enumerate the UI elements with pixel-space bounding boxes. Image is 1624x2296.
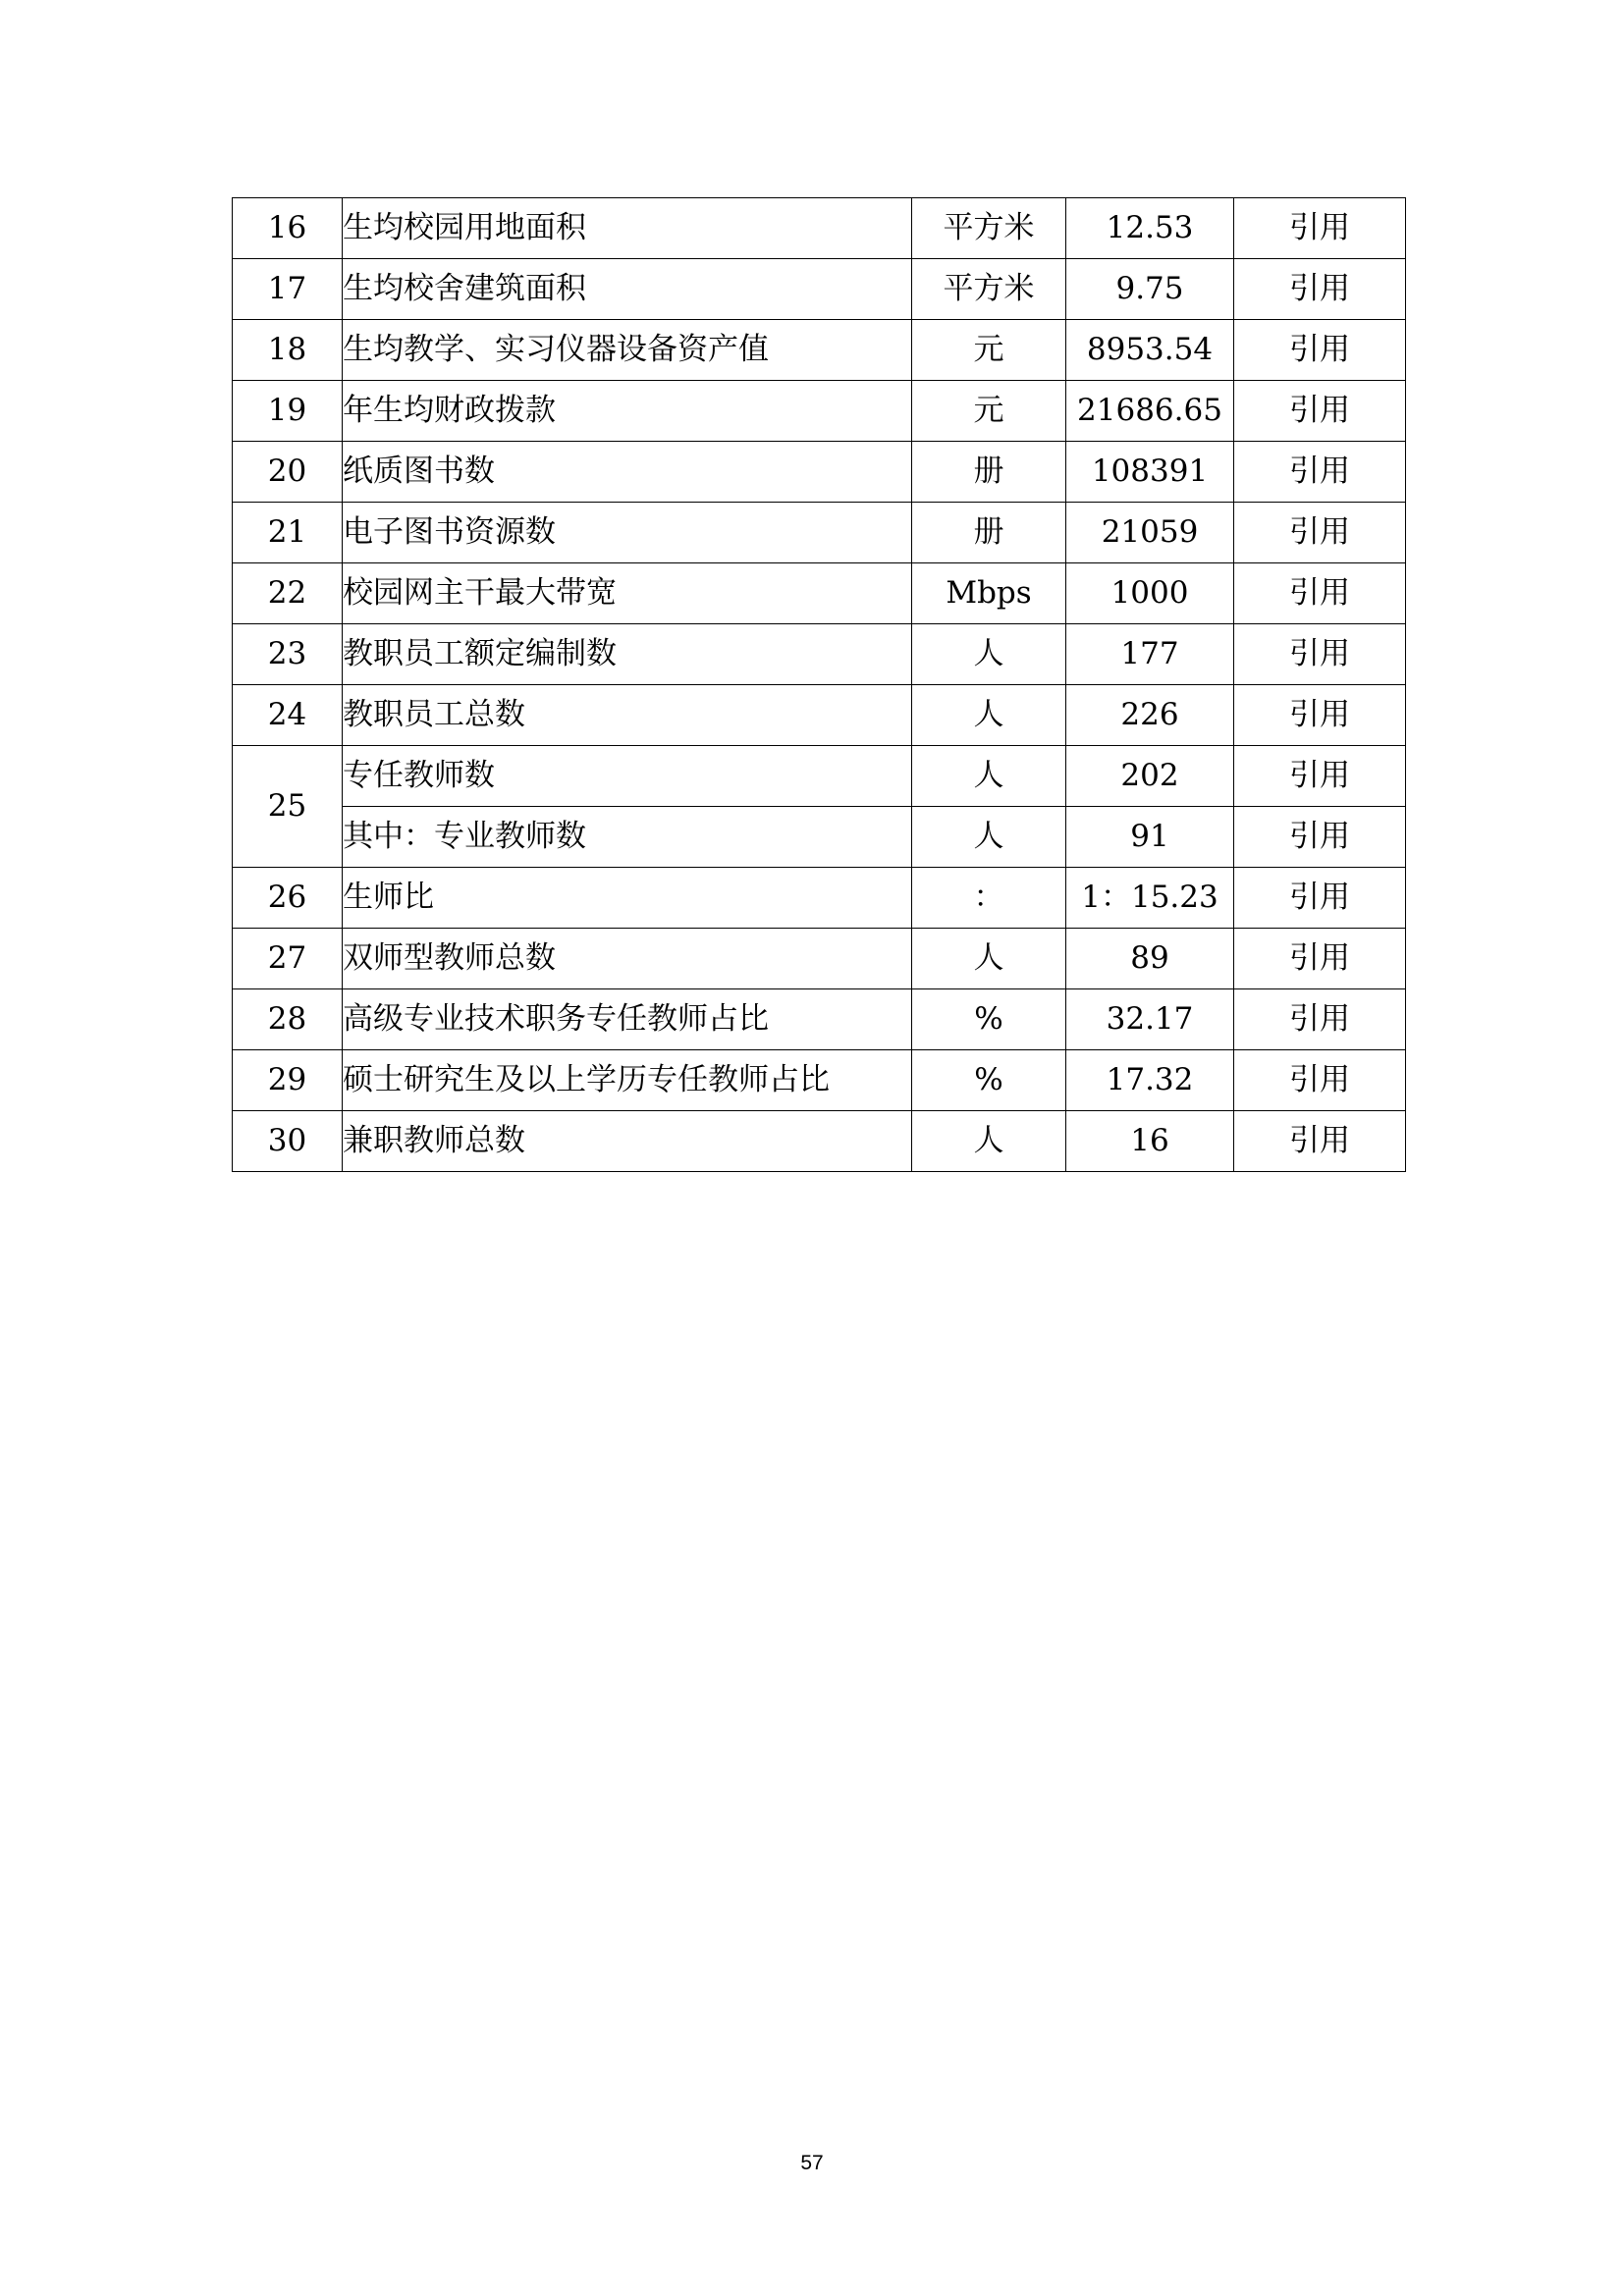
indicator-name-cell: 生均校舍建筑面积: [343, 259, 912, 320]
source-cell: 引用: [1234, 198, 1406, 259]
source-cell: 引用: [1234, 929, 1406, 989]
unit-cell: ：: [912, 868, 1066, 929]
source-cell: 引用: [1234, 989, 1406, 1050]
unit-cell: 册: [912, 442, 1066, 503]
table-row: [233, 868, 1406, 929]
indicator-name-cell: 教职员工额定编制数: [343, 624, 912, 685]
unit-cell: %: [912, 989, 1066, 1050]
value-cell: 202: [1066, 746, 1234, 807]
table-row: [233, 259, 1406, 320]
source-cell: 引用: [1234, 442, 1406, 503]
source-cell: 引用: [1234, 746, 1406, 807]
unit-cell: 人: [912, 1111, 1066, 1172]
row-number-cell: 16: [233, 198, 343, 259]
source-cell: 引用: [1234, 1050, 1406, 1111]
row-number-cell: 25: [233, 746, 343, 868]
value-cell: 21686.65: [1066, 381, 1234, 442]
value-cell: 226: [1066, 685, 1234, 746]
unit-cell: 册: [912, 503, 1066, 563]
unit-cell: %: [912, 1050, 1066, 1111]
row-number-cell: 19: [233, 381, 343, 442]
indicator-name-cell: 兼职教师总数: [343, 1111, 912, 1172]
value-cell: 21059: [1066, 503, 1234, 563]
table-row: [233, 929, 1406, 989]
row-number-cell: 24: [233, 685, 343, 746]
table-row: [233, 381, 1406, 442]
indicator-name-cell: 年生均财政拨款: [343, 381, 912, 442]
indicator-name-cell: 专任教师数: [343, 746, 912, 807]
source-cell: 引用: [1234, 563, 1406, 624]
unit-cell: 元: [912, 320, 1066, 381]
source-cell: 引用: [1234, 381, 1406, 442]
indicator-name-cell: 生师比: [343, 868, 912, 929]
value-cell: 17.32: [1066, 1050, 1234, 1111]
indicator-name-cell: 双师型教师总数: [343, 929, 912, 989]
row-number-cell: 28: [233, 989, 343, 1050]
indicator-name-cell: 纸质图书数: [343, 442, 912, 503]
unit-cell: 元: [912, 381, 1066, 442]
indicator-name-cell: 生均校园用地面积: [343, 198, 912, 259]
unit-cell: 人: [912, 929, 1066, 989]
table-row: [233, 989, 1406, 1050]
value-cell: 91: [1066, 807, 1234, 868]
row-number-cell: 20: [233, 442, 343, 503]
indicator-name-cell: 高级专业技术职务专任教师占比: [343, 989, 912, 1050]
row-number-cell: 17: [233, 259, 343, 320]
indicator-name-cell: 生均教学、实习仪器设备资产值: [343, 320, 912, 381]
unit-cell: 人: [912, 685, 1066, 746]
table-row: [233, 198, 1406, 259]
value-cell: 9.75: [1066, 259, 1234, 320]
source-cell: 引用: [1234, 320, 1406, 381]
unit-cell: Mbps: [912, 563, 1066, 624]
row-number-cell: 22: [233, 563, 343, 624]
table-body: [233, 198, 1406, 1172]
indicator-name-cell: 电子图书资源数: [343, 503, 912, 563]
table-row: [233, 442, 1406, 503]
value-cell: 32.17: [1066, 989, 1234, 1050]
unit-cell: 人: [912, 807, 1066, 868]
table-row: [233, 320, 1406, 381]
table-row: [233, 563, 1406, 624]
indicator-name-cell: 校园网主干最大带宽: [343, 563, 912, 624]
row-number-cell: 18: [233, 320, 343, 381]
source-cell: 引用: [1234, 259, 1406, 320]
source-cell: 引用: [1234, 685, 1406, 746]
source-cell: 引用: [1234, 1111, 1406, 1172]
page-number: 57: [800, 2152, 824, 2174]
value-cell: 12.53: [1066, 198, 1234, 259]
table-row: [233, 1111, 1406, 1172]
unit-cell: 平方米: [912, 259, 1066, 320]
row-number-cell: 27: [233, 929, 343, 989]
source-cell: 引用: [1234, 807, 1406, 868]
row-number-cell: 29: [233, 1050, 343, 1111]
unit-cell: 平方米: [912, 198, 1066, 259]
source-cell: 引用: [1234, 624, 1406, 685]
value-cell: 16: [1066, 1111, 1234, 1172]
unit-cell: 人: [912, 624, 1066, 685]
source-cell: 引用: [1234, 868, 1406, 929]
indicator-name-cell: 其中：专业教师数: [343, 807, 912, 868]
row-number-cell: 21: [233, 503, 343, 563]
value-cell: 1000: [1066, 563, 1234, 624]
table-row: [233, 807, 1406, 868]
value-cell: 108391: [1066, 442, 1234, 503]
row-number-cell: 30: [233, 1111, 343, 1172]
indicator-table: [232, 197, 1406, 1172]
unit-cell: 人: [912, 746, 1066, 807]
indicator-name-cell: 教职员工总数: [343, 685, 912, 746]
table-row: [233, 503, 1406, 563]
value-cell: 1：15.23: [1066, 868, 1234, 929]
value-cell: 8953.54: [1066, 320, 1234, 381]
value-cell: 177: [1066, 624, 1234, 685]
indicator-name-cell: 硕士研究生及以上学历专任教师占比: [343, 1050, 912, 1111]
table-row: [233, 685, 1406, 746]
table-row: [233, 624, 1406, 685]
table-row: [233, 1050, 1406, 1111]
table-row: [233, 746, 1406, 807]
source-cell: 引用: [1234, 503, 1406, 563]
row-number-cell: 26: [233, 868, 343, 929]
value-cell: 89: [1066, 929, 1234, 989]
row-number-cell: 23: [233, 624, 343, 685]
